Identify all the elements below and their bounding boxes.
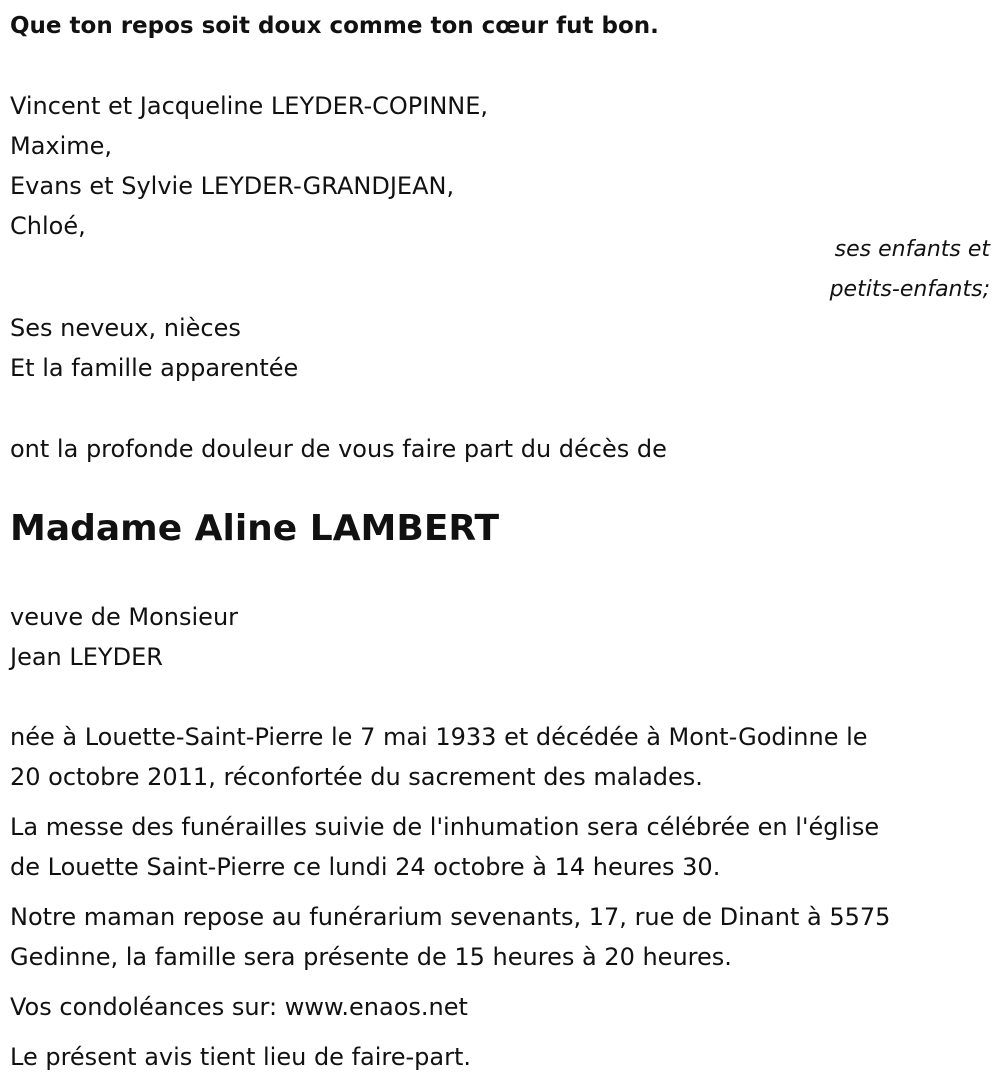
relatives-line: Et la famille apparentée xyxy=(10,354,299,382)
paragraph-line: de Louette Saint-Pierre ce lundi 24 octobre à 14 heures 30. xyxy=(10,853,721,881)
family-line: Evans et Sylvie LEYDER-GRANDJEAN, xyxy=(10,172,455,200)
paragraph-line: 20 octobre 2011, réconfortée du sacrement des malades. xyxy=(10,763,703,791)
family-list xyxy=(10,86,488,246)
family-caption-line: petits-enfants; xyxy=(829,277,990,302)
paragraph-line: La messe des funérailles suivie de l'inhumation sera célébrée en l'église xyxy=(10,813,880,841)
announcement xyxy=(10,429,667,469)
relatives-line: Ses neveux, nièces xyxy=(10,314,241,342)
widow-line: veuve de Monsieur xyxy=(10,603,239,631)
details-paragraphs xyxy=(10,717,992,1087)
widow-line: Jean LEYDER xyxy=(10,643,163,671)
family-caption-line: ses enfants et xyxy=(834,237,990,262)
relatives-list xyxy=(10,308,298,388)
paragraph-line: Vos condoléances sur: www.enaos.net xyxy=(10,993,468,1021)
deceased-name: Madame Aline LAMBERT xyxy=(10,508,500,549)
headline: Que ton repos soit doux comme ton cœur fut bon. xyxy=(10,13,659,39)
announcement-text: ont la profonde douleur de vous faire part du décès de xyxy=(10,435,667,463)
birth-death-paragraph xyxy=(10,717,992,797)
condolences-paragraph xyxy=(10,987,992,1027)
widow-of xyxy=(10,597,238,677)
family-line: Chloé, xyxy=(10,212,86,240)
paragraph-line: Notre maman repose au funérarium sevenants, 17, rue de Dinant à 5575 xyxy=(10,903,891,931)
family-line: Maxime, xyxy=(10,132,113,160)
paragraph-line: Gedinne, la famille sera présente de 15 heures à 20 heures. xyxy=(10,943,732,971)
paragraph-line: née à Louette-Saint-Pierre le 7 mai 1933 et décédée à Mont-Godinne le xyxy=(10,723,868,751)
paragraph-line: Le présent avis tient lieu de faire-part. xyxy=(10,1043,472,1071)
funerarium-paragraph xyxy=(10,897,992,977)
family-caption xyxy=(830,230,990,310)
funeral-mass-paragraph xyxy=(10,807,992,887)
notice-paragraph xyxy=(10,1037,992,1077)
family-line: Vincent et Jacqueline LEYDER-COPINNE, xyxy=(10,92,489,120)
